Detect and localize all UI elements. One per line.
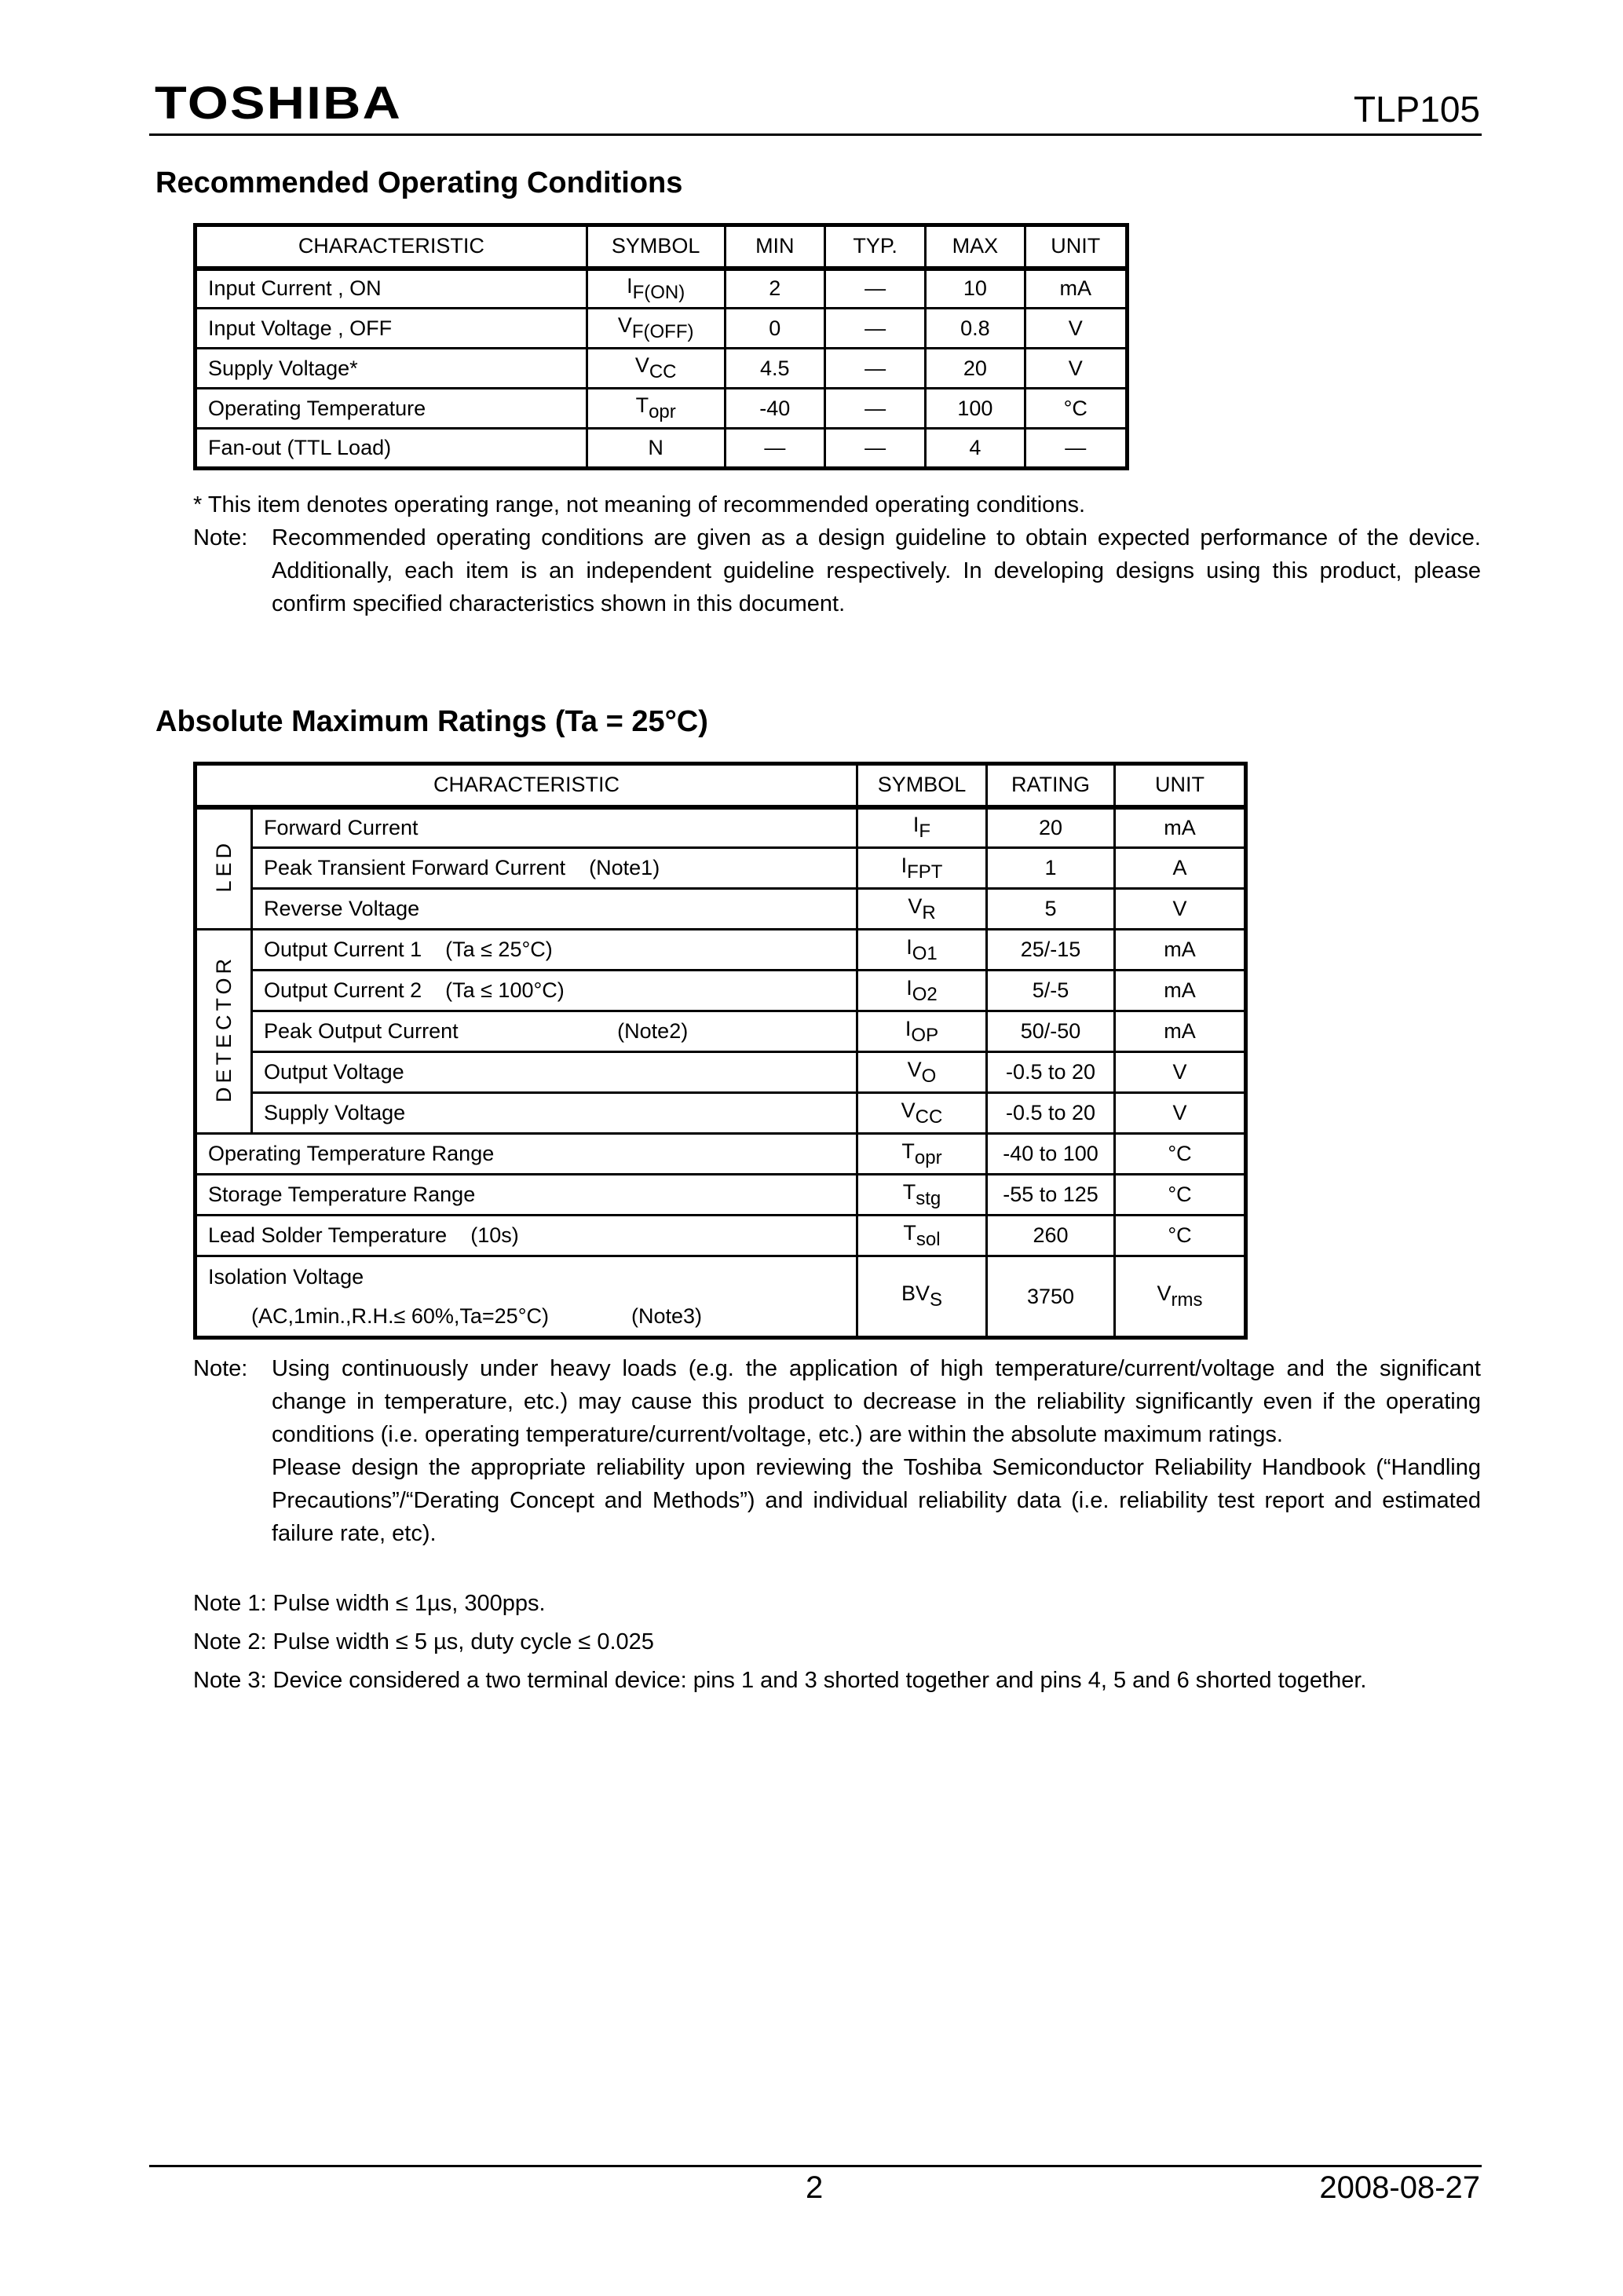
column-header: MIN xyxy=(725,225,824,269)
characteristic-cell: Lead Solder Temperature (10s) xyxy=(196,1216,857,1256)
column-header: UNIT xyxy=(1115,764,1246,807)
symbol-cell: $V_{CC}$ xyxy=(857,1093,987,1134)
characteristic-cell: Output Current 1 (Ta ≤ 25°C) xyxy=(252,930,857,971)
symbol-cell: $T_{opr}$ xyxy=(587,389,725,429)
symbol-cell: $I_{F(ON)}$ xyxy=(587,269,725,309)
symbol-subscript: O xyxy=(921,1065,937,1087)
table-row xyxy=(196,971,1246,1011)
characteristic-cell: Supply Voltage* xyxy=(196,349,587,389)
rating-cell: -40 to 100 xyxy=(987,1134,1115,1175)
group-label: DETECTOR xyxy=(211,954,236,1102)
characteristic-cell: Input Voltage , OFF xyxy=(196,309,587,349)
characteristic-cell: Output Current 2 (Ta ≤ 100°C) xyxy=(252,971,857,1011)
symbol-cell: $V_{CC}$ xyxy=(587,349,725,389)
amr-note xyxy=(193,1352,1481,1550)
symbol-subscript: FPT xyxy=(907,861,943,883)
unit-cell: mA xyxy=(1115,1011,1246,1052)
roc-table xyxy=(193,223,1129,470)
typ-cell: — xyxy=(824,349,925,389)
typ-cell: — xyxy=(824,429,925,469)
table-row xyxy=(196,269,1128,309)
characteristic-cell: Reverse Voltage xyxy=(252,889,857,930)
symbol-cell: $V_{F(OFF)}$ xyxy=(587,309,725,349)
column-header: CHARACTERISTIC xyxy=(196,764,857,807)
unit-cell: $V_{rms}$ xyxy=(1115,1256,1246,1338)
symbol-subscript: OP xyxy=(911,1024,939,1046)
table-row xyxy=(196,889,1246,930)
symbol-cell: $I_{OP}$ xyxy=(857,1011,987,1052)
typ-cell: — xyxy=(824,309,925,349)
characteristic-cell: Peak Transient Forward Current (Note1) xyxy=(252,848,857,889)
table-row xyxy=(196,309,1128,349)
unit-cell: A xyxy=(1115,848,1246,889)
symbol-subscript: S xyxy=(930,1289,943,1311)
rating-cell: 5/-5 xyxy=(987,971,1115,1011)
characteristic-cell: Output Voltage xyxy=(252,1052,857,1093)
max-cell: 100 xyxy=(926,389,1025,429)
symbol-cell: $T_{opr}$ xyxy=(857,1134,987,1175)
column-header: CHARACTERISTIC xyxy=(196,225,587,269)
characteristic-cell: Input Current , ON xyxy=(196,269,587,309)
symbol-cell: $I_{O2}$ xyxy=(857,971,987,1011)
unit-cell: °C xyxy=(1115,1216,1246,1256)
symbol-cell: $T_{stg}$ xyxy=(857,1175,987,1216)
rating-cell: 5 xyxy=(987,889,1115,930)
note-1: Note 1: Pulse width ≤ 1µs, 300pps. xyxy=(193,1591,546,1616)
symbol-subscript: sol xyxy=(916,1228,941,1250)
unit-cell: V xyxy=(1115,889,1246,930)
rating-cell: 20 xyxy=(987,807,1115,848)
unit-cell: V xyxy=(1025,309,1128,349)
min-cell: 2 xyxy=(725,269,824,309)
characteristic-condition: (AC,1min.,R.H.≤ 60%,Ta=25°C) (Note3) xyxy=(251,1304,703,1328)
note-label: Note: xyxy=(193,1356,248,1381)
typ-cell: — xyxy=(824,389,925,429)
roc-note xyxy=(193,521,1481,620)
unit-cell: — xyxy=(1025,429,1128,469)
footer-divider xyxy=(149,2165,1482,2167)
unit-cell: mA xyxy=(1115,971,1246,1011)
characteristic-cell: Forward Current xyxy=(252,807,857,848)
symbol-subscript: F(OFF) xyxy=(631,321,694,342)
symbol-subscript: rms xyxy=(1171,1289,1203,1311)
table-row xyxy=(196,1216,1246,1256)
symbol-subscript: opr xyxy=(649,401,676,422)
symbol-cell: $I_{FPT}$ xyxy=(857,848,987,889)
characteristic-cell xyxy=(196,1256,857,1338)
group-label: LED xyxy=(211,839,236,893)
symbol-subscript: O2 xyxy=(912,983,938,1005)
unit-cell: mA xyxy=(1025,269,1128,309)
symbol-subscript: stg xyxy=(916,1187,941,1209)
min-cell: — xyxy=(725,429,824,469)
note-3: Note 3: Device considered a two terminal device: pins 1 and 3 shorted together and pins 4, 5 and 6 shorted together. xyxy=(193,1668,1367,1693)
column-header: RATING xyxy=(987,764,1115,807)
toshiba-logo: TOSHIBA xyxy=(155,78,403,129)
table-row xyxy=(196,1052,1246,1093)
max-cell: 4 xyxy=(926,429,1025,469)
page-number: 2 xyxy=(806,2170,824,2205)
characteristic-label: Isolation Voltage xyxy=(208,1265,364,1289)
table-row xyxy=(196,1256,1246,1338)
column-header: UNIT xyxy=(1025,225,1128,269)
symbol-subscript: O1 xyxy=(912,942,938,964)
typ-cell: — xyxy=(824,269,925,309)
unit-cell: V xyxy=(1115,1052,1246,1093)
table-row xyxy=(196,930,1246,971)
symbol-cell: N xyxy=(587,429,725,469)
max-cell: 10 xyxy=(926,269,1025,309)
amr-title: Absolute Maximum Ratings (Ta = 25°C) xyxy=(155,705,708,738)
rating-cell: 260 xyxy=(987,1216,1115,1256)
note-text: Recommended operating conditions are given as a design guideline to obtain expected performance of the device. Additionally, each item is an independent guideline respectively. In developing designs using this product, please confirm specified characteristics shown in this document. xyxy=(272,525,1481,616)
table-row xyxy=(196,1011,1246,1052)
min-cell: 4.5 xyxy=(725,349,824,389)
symbol-cell: $I_F$ xyxy=(857,807,987,848)
rating-cell: -0.5 to 20 xyxy=(987,1093,1115,1134)
table-row xyxy=(196,1093,1246,1134)
note-2: Note 2: Pulse width ≤ 5 µs, duty cycle ≤ 0.025 xyxy=(193,1629,654,1654)
table-row xyxy=(196,349,1128,389)
symbol-cell: $V_O$ xyxy=(857,1052,987,1093)
column-header: MAX xyxy=(926,225,1025,269)
note-paragraph: Please design the appropriate reliability upon reviewing the Toshiba Semiconductor Reliability Handbook (“Handling Precautions”/“Derating Concept and Methods”) and individual reliability data (i.e. reliability test report and estimated failure rate, etc). xyxy=(272,1455,1481,1546)
characteristic-cell: Operating Temperature Range xyxy=(196,1134,857,1175)
symbol-cell: $BV_S$ xyxy=(857,1256,987,1338)
roc-title: Recommended Operating Conditions xyxy=(155,166,683,199)
table-row xyxy=(196,1175,1246,1216)
unit-cell: V xyxy=(1115,1093,1246,1134)
column-header: SYMBOL xyxy=(587,225,725,269)
symbol-subscript: R xyxy=(922,901,936,923)
header-divider xyxy=(149,133,1482,136)
column-header: TYP. xyxy=(824,225,925,269)
rating-cell: -55 to 125 xyxy=(987,1175,1115,1216)
unit-cell: °C xyxy=(1025,389,1128,429)
note-paragraph: Using continuously under heavy loads (e.g. the application of high temperature/current/voltage and the significant change in temperature, etc.) may cause this product to decrease in the reliability significantly even if the operating conditions (i.e. operating temperature/current/voltage, etc.) are within the absolute maximum ratings. xyxy=(272,1356,1481,1447)
max-cell: 0.8 xyxy=(926,309,1025,349)
min-cell: 0 xyxy=(725,309,824,349)
group-label-cell xyxy=(196,807,252,930)
characteristic-cell: Peak Output Current (Note2) xyxy=(252,1011,857,1052)
table-row xyxy=(196,429,1128,469)
group-label-cell xyxy=(196,930,252,1134)
symbol-subscript: F xyxy=(919,821,931,843)
symbol-subscript: opr xyxy=(914,1146,942,1168)
symbol-cell: $V_R$ xyxy=(857,889,987,930)
unit-cell: mA xyxy=(1115,807,1246,848)
table-row xyxy=(196,807,1246,848)
unit-cell: °C xyxy=(1115,1134,1246,1175)
table-header-row xyxy=(196,225,1128,269)
characteristic-cell: Storage Temperature Range xyxy=(196,1175,857,1216)
characteristic-cell: Supply Voltage xyxy=(252,1093,857,1134)
table-row xyxy=(196,389,1128,429)
amr-table xyxy=(193,762,1248,1340)
unit-cell: V xyxy=(1025,349,1128,389)
unit-cell: mA xyxy=(1115,930,1246,971)
part-number: TLP105 xyxy=(1353,89,1480,130)
symbol-cell: $T_{sol}$ xyxy=(857,1216,987,1256)
roc-footnote: * This item denotes operating range, not meaning of recommended operating conditions. xyxy=(193,492,1085,517)
rating-cell: -0.5 to 20 xyxy=(987,1052,1115,1093)
symbol-subscript: CC xyxy=(915,1106,943,1128)
column-header: SYMBOL xyxy=(857,764,987,807)
max-cell: 20 xyxy=(926,349,1025,389)
rating-cell: 50/-50 xyxy=(987,1011,1115,1052)
document-date: 2008-08-27 xyxy=(1319,2170,1480,2205)
characteristic-cell: Operating Temperature xyxy=(196,389,587,429)
note-label: Note: xyxy=(193,525,248,550)
rating-cell: 1 xyxy=(987,848,1115,889)
symbol-subscript: CC xyxy=(649,361,677,382)
table-row xyxy=(196,1134,1246,1175)
rating-cell: 3750 xyxy=(987,1256,1115,1338)
rating-cell: 25/-15 xyxy=(987,930,1115,971)
unit-cell: °C xyxy=(1115,1175,1246,1216)
characteristic-cell: Fan-out (TTL Load) xyxy=(196,429,587,469)
symbol-cell: $I_{O1}$ xyxy=(857,930,987,971)
symbol-subscript: F(ON) xyxy=(632,281,685,303)
min-cell: -40 xyxy=(725,389,824,429)
table-row xyxy=(196,848,1246,889)
table-header-row xyxy=(196,764,1246,807)
